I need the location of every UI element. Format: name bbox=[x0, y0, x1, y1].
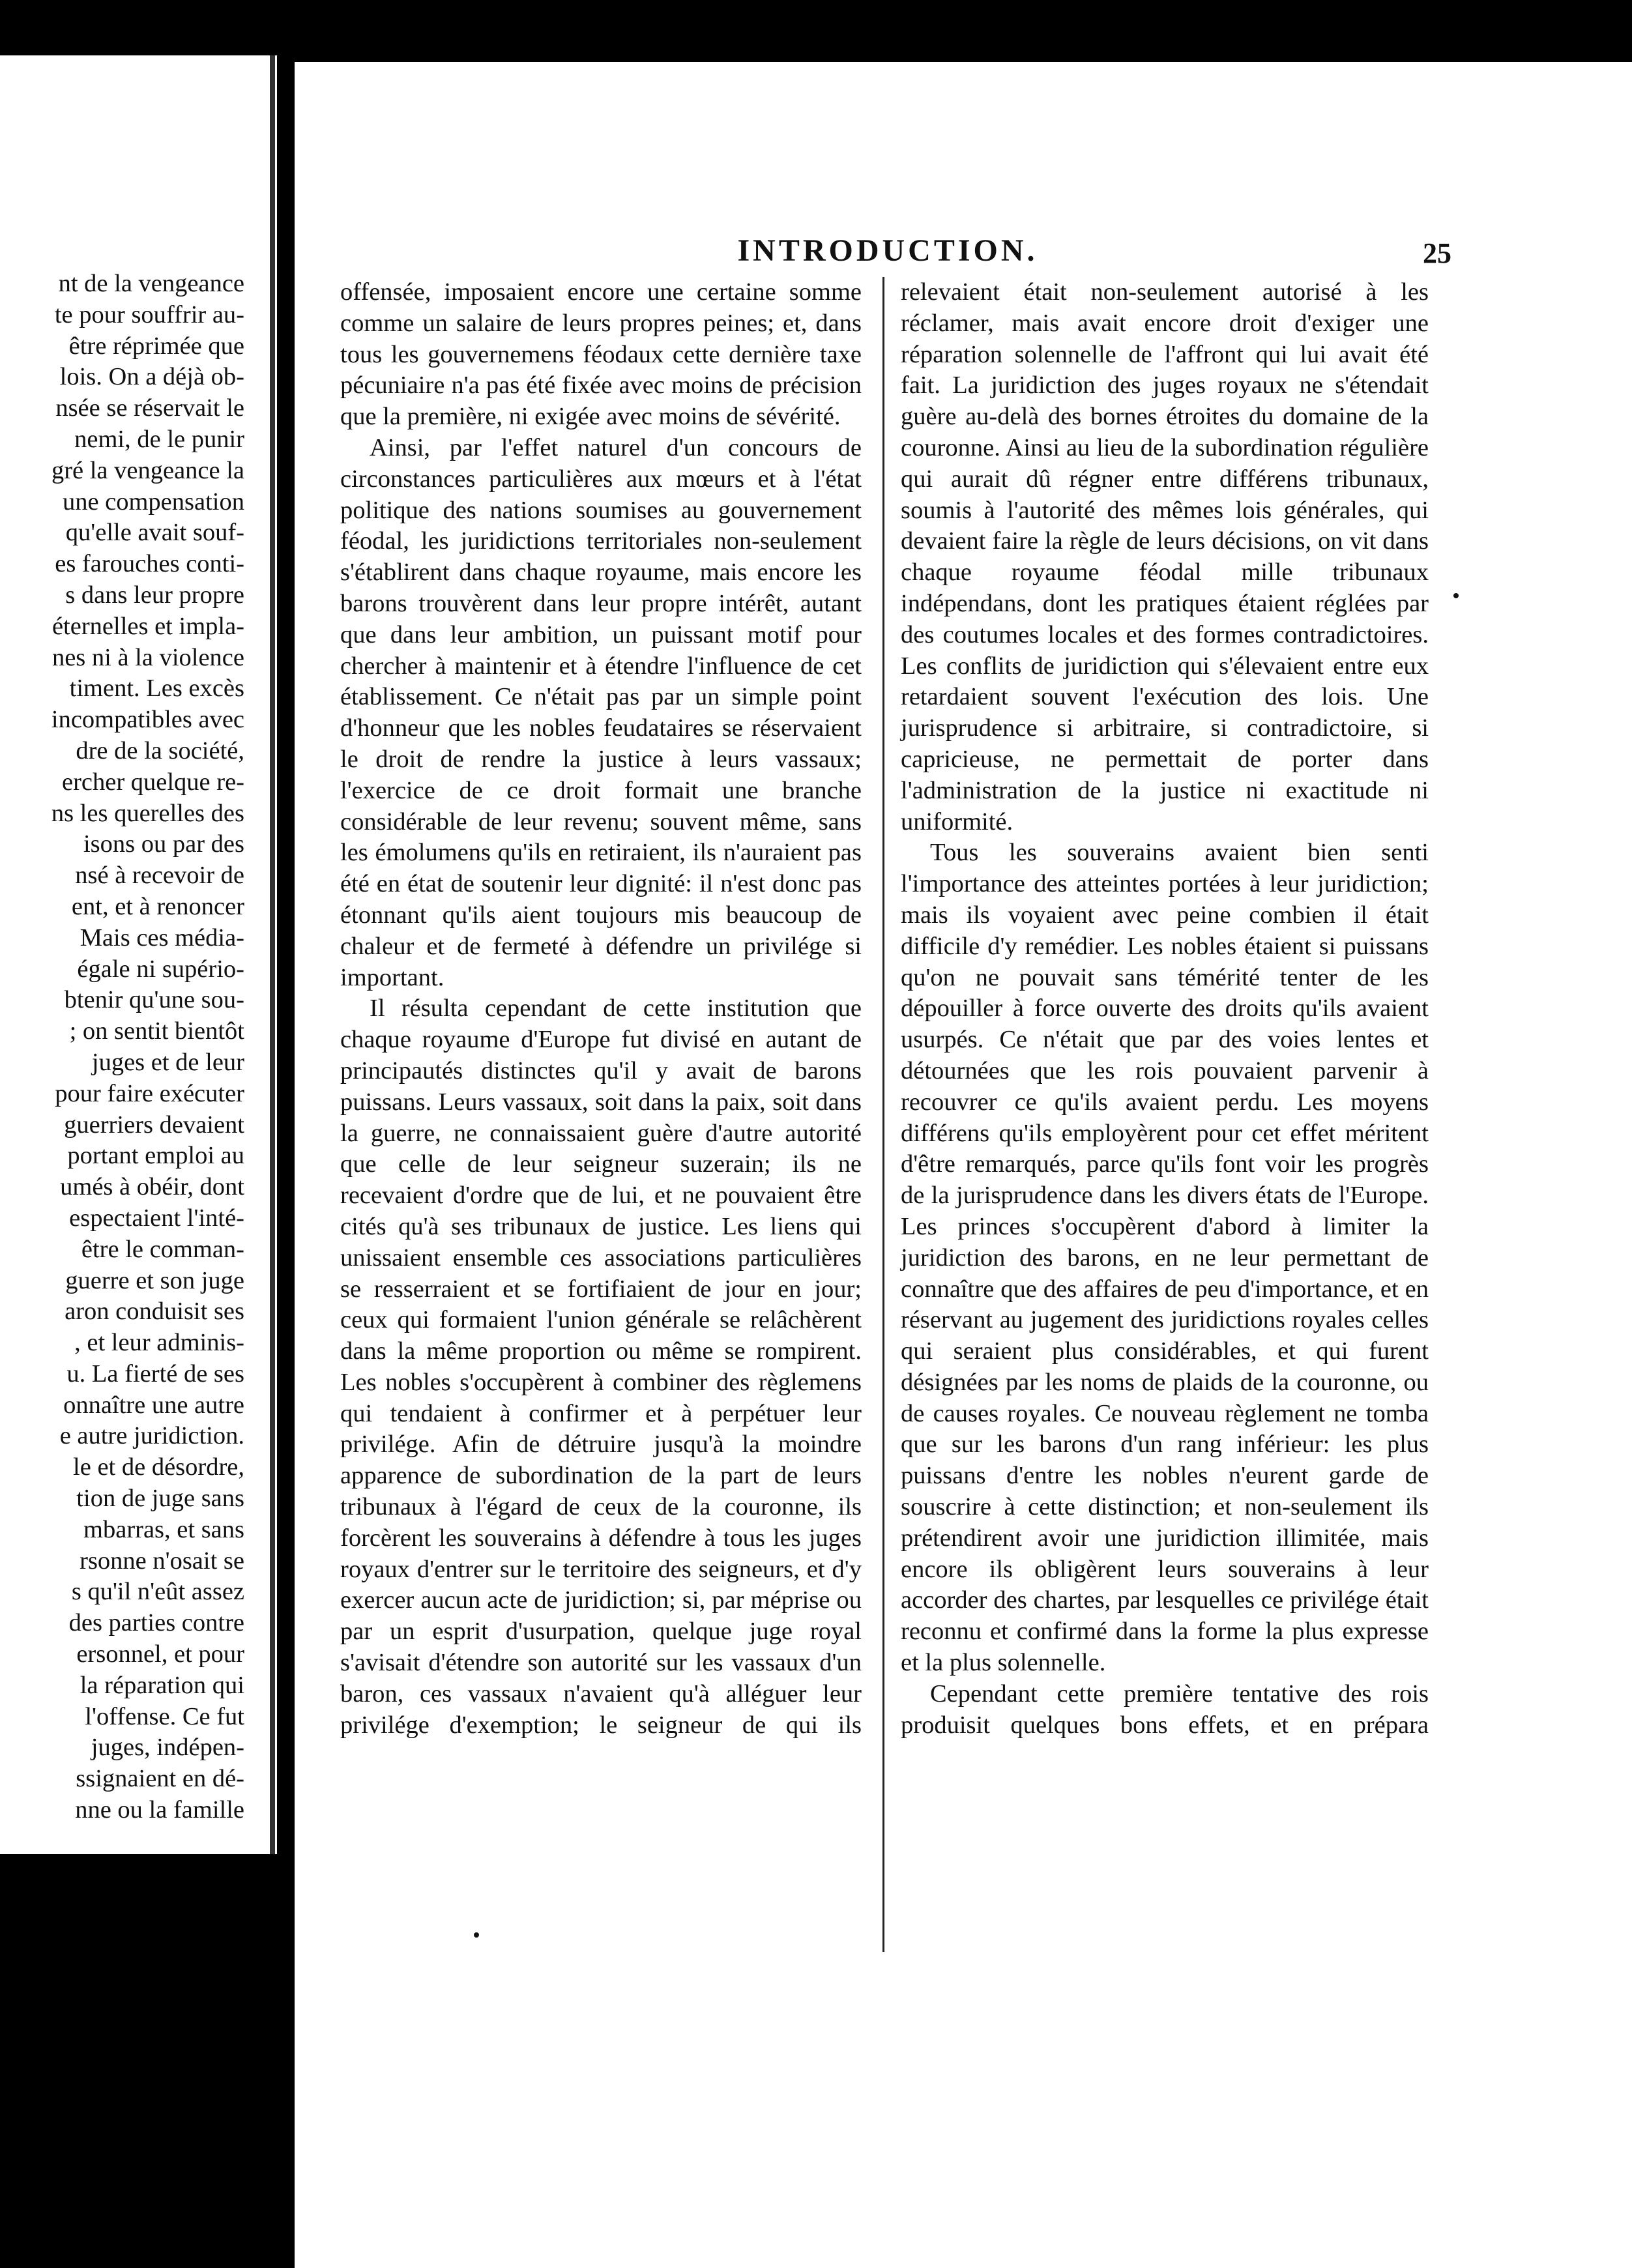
left-page-line: ; on sentit bientôt bbox=[69, 1017, 244, 1045]
left-page-line: s dans leur propre bbox=[65, 581, 244, 609]
left-page-line: nemi, de le punir bbox=[74, 425, 244, 453]
left-page-line: timent. Les excès bbox=[69, 675, 244, 703]
left-page-line: tion de juge sans bbox=[76, 1485, 244, 1513]
left-page-line: nsée se réservait le bbox=[55, 394, 244, 422]
left-page-line: dre de la société, bbox=[76, 736, 244, 764]
left-page-line: nes ni à la violence bbox=[51, 643, 244, 671]
left-page-line: espectaient l'inté- bbox=[69, 1204, 244, 1232]
left-page-line: es farouches conti- bbox=[55, 550, 244, 578]
left-page-line: guerriers devaient bbox=[64, 1111, 244, 1139]
print-speck bbox=[1453, 593, 1459, 598]
left-page-line: être réprimée que bbox=[68, 332, 244, 360]
left-page-line: ersonnel, et pour bbox=[76, 1640, 244, 1668]
left-page-line: guerre et son juge bbox=[65, 1266, 244, 1294]
print-speck bbox=[474, 1932, 479, 1938]
left-page-line: ns les querelles des bbox=[51, 799, 244, 827]
left-page-line: btenir qu'une sou- bbox=[64, 986, 244, 1014]
column-divider bbox=[882, 277, 884, 1952]
left-page-line: juges et de leur bbox=[91, 1048, 244, 1076]
left-page-line: Mais ces média- bbox=[80, 923, 244, 952]
left-page-fragment bbox=[0, 55, 277, 1854]
paragraph: offensée, imposaient encore une certaine somme comme un salaire de leurs propres peines; et, dans tous les gouvernemens féodaux cette dernière taxe pécuniaire n'a pas été fixée avec moins de précision que la première, ni exigée avec moins de sévérité. bbox=[340, 278, 862, 431]
left-page-line: le et de désordre, bbox=[73, 1453, 244, 1481]
left-page-line: isons ou par des bbox=[83, 830, 244, 858]
left-page-line: ercher quelque re- bbox=[61, 768, 244, 796]
running-head: INTRODUCTION. bbox=[737, 233, 1038, 268]
left-page-line: pour faire exécuter bbox=[55, 1079, 244, 1107]
left-page-line: nt de la vengeance bbox=[58, 270, 244, 297]
left-page-line: mbarras, et sans bbox=[83, 1515, 244, 1543]
left-page-text-column bbox=[0, 269, 244, 1826]
text-column-left bbox=[340, 277, 862, 1741]
left-page-line: qu'elle avait souf- bbox=[65, 519, 244, 547]
left-page-line: lois. On a déjà ob- bbox=[59, 363, 244, 391]
left-page-line: l'offense. Ce fut bbox=[85, 1702, 244, 1730]
left-page-line: gré la vengeance la bbox=[51, 456, 244, 484]
left-page-line: juges, indépen- bbox=[91, 1734, 244, 1762]
right-page bbox=[295, 62, 1632, 2268]
paragraph: relevaient était non-seulement autorisé à les réclamer, mais avait encore droit d'exiger une réparation solennelle de l'affront qui lui avait été fait. La juridiction des juges royaux ne s'étendait guère au-delà des bornes étroites du domaine de la couronne. Ainsi au lieu de la subordination régulière qui aurait dû régner entre différens tribunaux, soumis à l'autorité des mêmes lois générales, qui devaient faire la règle de leurs décisions, on vit dans chaque royaume féodal mille tribunaux indépendans, dont les pratiques étaient réglées par des coutumes locales et des formes contradictoires. Les conflits de juridiction qui s'élevaient entre eux retardaient souvent l'exécution des lois. Une jurisprudence si arbitraire, si contradictoire, si capricieuse, ne permettait de porter dans l'administration de la justice ni exactitude ni uniformité. bbox=[901, 278, 1429, 836]
left-page-line: s qu'il n'eût assez bbox=[71, 1578, 244, 1606]
text-column-right bbox=[901, 277, 1429, 1741]
left-page-line: la réparation qui bbox=[80, 1671, 244, 1699]
left-page-line: umés à obéir, dont bbox=[60, 1173, 244, 1201]
left-page-line: ent, et à renoncer bbox=[71, 892, 244, 920]
left-page-line: nne ou la famille bbox=[75, 1796, 244, 1824]
left-page-line: ssignaient en dé- bbox=[76, 1765, 244, 1793]
left-page-line: être le comman- bbox=[81, 1235, 244, 1263]
left-page-line: e autre juridiction. bbox=[59, 1422, 244, 1450]
left-page-line: incompatibles avec bbox=[51, 706, 244, 734]
paragraph: Cependant cette première tentative des rois produisit quelques bons effets, et en prépara bbox=[901, 1679, 1429, 1739]
page-number: 25 bbox=[1423, 237, 1451, 269]
book-gutter bbox=[270, 55, 275, 1854]
left-page-line: nsé à recevoir de bbox=[75, 862, 244, 890]
left-page-line: rsonne n'osait se bbox=[80, 1547, 244, 1575]
left-page-line: onnaître une autre bbox=[63, 1391, 244, 1419]
paragraph: Il résulta cependant de cette institution que chaque royaume d'Europe fut divisé en autant de principautés distinctes qu'il y avait de barons puissans. Leurs vassaux, soit dans la paix, soit dans la guerre, ne connaissaient guère d'autre autorité que celle de leur seigneur suzerain; ils ne recevaient d'ordre que de lui, et ne pouvaient être cités qu'à ses tribunaux de justice. Les liens qui unissaient ensemble ces associations particulières se resserraient et se fortifiaient de jour en jour; ceux qui formaient l'union générale se relâchèrent dans la même proportion ou même se rompirent. Les nobles s'occupèrent à combiner des règlemens qui tendaient à confirmer et à perpétuer leur privilége. Afin de détruire jusqu'à la moindre apparence de subordination de la part de leurs tribunaux à l'égard de ceux de la couronne, ils forcèrent les souverains à défendre à tous les juges royaux d'entrer sur le territoire des seigneurs, et d'y exercer aucun acte de juridiction; si, par méprise ou par un esprit d'usurpation, quelque juge royal s'avisait d'étendre son autorité sur les vassaux d'un baron, ces vassaux n'avaient qu'à alléguer leur privilége d'exemption; le seigneur de qui ils bbox=[340, 995, 862, 1739]
left-page-line: égale ni supério- bbox=[77, 955, 244, 983]
left-page-line: portant emploi au bbox=[67, 1142, 244, 1170]
paragraph: Tous les souverains avaient bien senti l'importance des atteintes portées à leur juridiction; mais ils voyaient avec peine combien il était difficile d'y remédier. Les nobles étaient si puissans qu'on ne pouvait sans témérité tenter de les dépouiller à force ouverte des droits qu'ils avaient usurpés. Ce n'était que par des voies lentes et détournées que les rois pouvaient parvenir à recouvrer ce qu'ils avaient perdu. Les moyens différens qu'ils employèrent pour cet effet méritent d'être remarqués, parce qu'ils font voir les progrès de la jurisprudence dans les divers états de l'Europe. Les princes s'occupèrent d'abord à limiter la juridiction des barons, en ne leur permettant de connaître que des affaires de peu d'importance, et en réservant au jugement des juridictions royales celles qui seraient plus considérables, et qui furent désignées par les noms de plaids de la couronne, ou de causes royales. Ce nouveau règlement ne tomba que sur les barons d'un rang inférieur: les plus puissans d'entre les nobles n'eurent garde de souscrire à cette distinction; et non-seulement ils prétendirent avoir une juridiction illimitée, mais encore ils obligèrent leurs souverains à leur accorder des chartes, par lesquelles ce privilége était reconnu et confirmé dans la forme la plus expresse et la plus solennelle. bbox=[901, 839, 1429, 1677]
left-page-line: une compensation bbox=[62, 487, 244, 516]
paragraph: Ainsi, par l'effet naturel d'un concours de circonstances particulières aux mœurs et à l'état politique des nations soumises au gouvernement féodal, les juridictions territoriales non-seulement s'établirent dans chaque royaume, mais encore les barons trouvèrent dans leur propre intérêt, autant que dans leur ambition, un puissant motif pour chercher à maintenir et à étendre l'influence de cet établissement. Ce n'était pas par un simple point d'honneur que les nobles feudataires se réservaient le droit de rendre la justice à leurs vassaux; l'exercice de ce droit formait une branche considérable de leur revenu; souvent même, sans les émolumens qu'ils en retiraient, ils n'auraient pas été en état de soutenir leur dignité: il n'est donc pas étonnant qu'ils aient toujours mis beaucoup de chaleur et de fermeté à défendre un privilége si important. bbox=[340, 433, 862, 991]
left-page-line: , et leur adminis- bbox=[74, 1329, 244, 1357]
left-page-line: des parties contre bbox=[68, 1609, 244, 1637]
left-page-line: te pour souffrir au- bbox=[54, 300, 244, 328]
left-page-line: éternelles et impla- bbox=[51, 612, 244, 640]
left-page-line: aron conduisit ses bbox=[65, 1298, 244, 1326]
left-page-line: u. La fierté de ses bbox=[66, 1359, 244, 1388]
